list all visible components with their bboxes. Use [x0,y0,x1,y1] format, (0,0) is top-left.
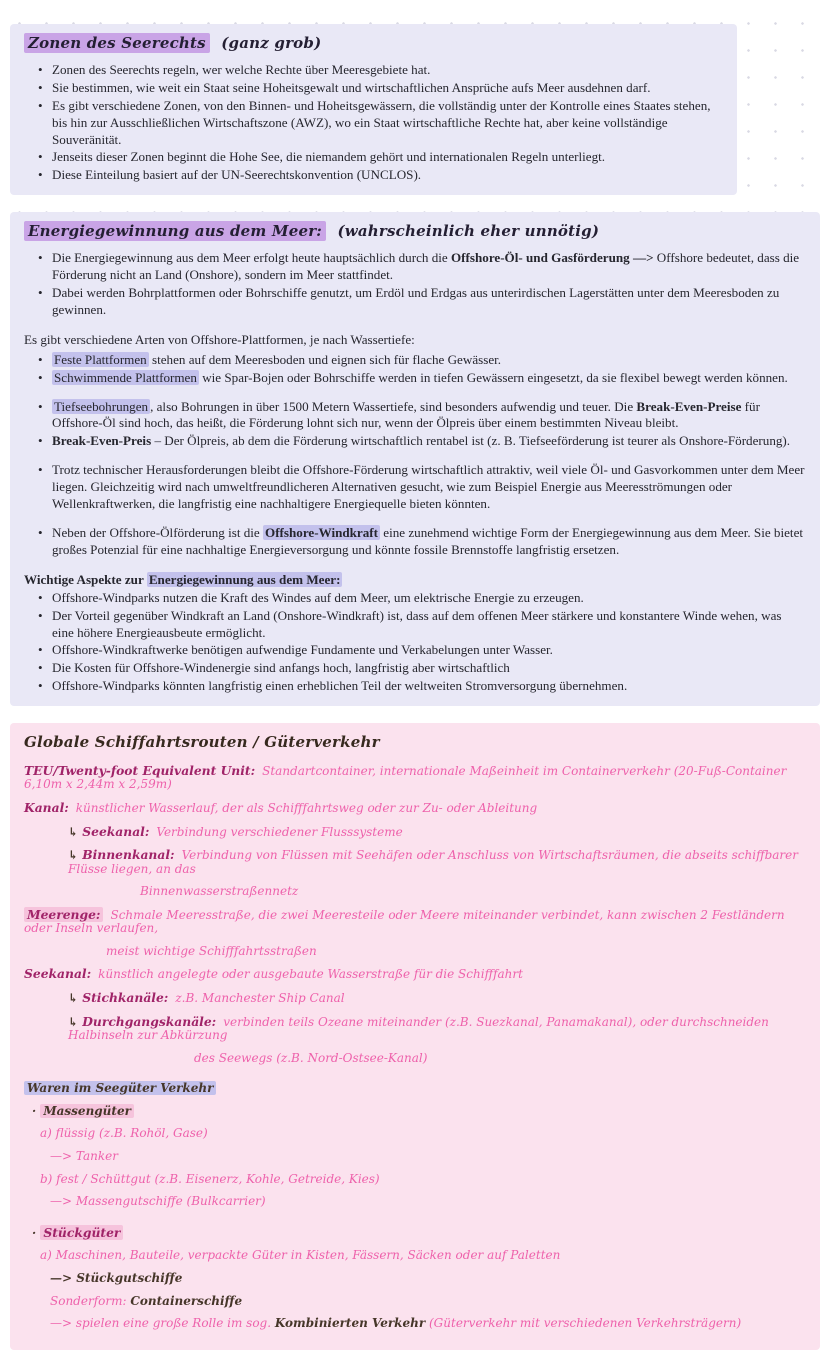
text-segment: ↳ [68,991,83,1006]
bullet-item [36,608,806,642]
platforms-intro-text: Es gibt verschiedene Arten von Offshore-Plattformen, je nach Wassertiefe: [24,331,415,347]
section-energiegewinnung [10,212,820,706]
section2-intro-bullets [24,250,806,319]
text-segment: wie Spar-Bojen oder Bohrschiffe werden in tiefen Gewässern eingesetzt, da sie flexibel bewegt werden können. [198,369,788,385]
text-segment: Durchgangskanäle: [82,1013,217,1029]
text-segment: Die Energiegewinnung aus dem Meer erfolgt heute hauptsächlich durch die [52,250,451,266]
text-segment: künstlich angelegte oder ausgebaute Wasserstraße für die Schifffahrt [98,967,523,982]
note-line [68,1015,806,1042]
text-segment: Offshore bedeutet, dass die Förderung nicht an Land (Onshore), sondern im Meer stattfindet. [52,250,800,283]
bullet-item [36,433,806,450]
text-segment: Feste Plattformen [54,351,147,367]
note-line [32,1105,806,1118]
text-segment: Seekanal: [24,966,92,982]
section2-title-highlight: Energiegewinnung aus dem Meer: [24,221,326,241]
text-segment: Containerschiffe [130,1293,243,1308]
note-line [40,1127,806,1140]
section1-title-highlight: Zonen des Seerechts [24,33,210,53]
text-segment: Tiefseebohrungen [54,398,149,414]
text-segment: verbinden teils Ozeane miteinander (z.B. Suezkanal, Panamakanal), oder durchschneiden Halbinseln zur Abkürzung [68,1014,769,1043]
text-segment: Binnenkanal: [82,847,175,863]
note-line [32,1226,806,1240]
note-line [40,1249,806,1262]
bullet-item [36,250,806,284]
text-segment: Standartcontainer, internationale Maßeinheit im Containerverkehr (20-Fuß-Container 6,10m x 2,44m x 2,59m) [24,764,787,792]
bullet-item [36,462,806,513]
text-segment: Binnenwasserstraßennetz [140,884,299,899]
note-line [24,764,806,791]
text-segment: ↳ [68,848,83,863]
text-segment: Offshore-Windparks könnten langfristig einen erheblichen Teil der weltweiten Stromversorgung übernehmen. [52,678,628,694]
text-segment: Break-Even-Preise [636,398,742,414]
text-segment: Verbindung verschiedener Flusssysteme [156,824,403,839]
text-segment: Schwimmende Plattformen [54,369,197,385]
text-segment: Energiegewinnung aus dem Meer: [148,571,341,587]
note-line [50,1150,806,1163]
bullet-item [36,399,806,433]
text-segment: meist wichtige Schifffahrtsstraßen [106,943,317,958]
section2-title-note: (wahrscheinlich eher unnötig) [332,222,600,241]
text-segment: a) Maschinen, Bauteile, verpackte Güter in Kisten, Fässern, Säcken oder auf Paletten [40,1248,561,1263]
note-line [68,991,806,1005]
bullet-item [36,660,806,677]
text-segment: Offshore-Windparks nutzen die Kraft des Windes auf dem Meer, um elektrische Energie zu erzeugen. [52,589,584,605]
bullet-item [36,678,806,695]
text-segment: eine zunehmend wichtige Form der Energiegewinnung aus dem Meer. Sie bietet großes Potenzial für eine nachhaltige Energieversorgung und könnte fossile Brennstoffe langfristig ersetzen. [52,524,804,557]
note-line [50,1295,806,1308]
text-segment: Offshore-Windkraftwerke benötigen aufwendige Fundamente und Verkabelungen unter Wasser. [52,642,553,658]
text-segment: Meerenge: [24,907,103,922]
note-line [24,908,806,935]
text-segment: – Der Ölpreis, ab dem die Förderung wirtschaftlich rentabel ist (z. B. Tiefseeförderung ist teurer als Onshore-Förderung). [151,433,791,449]
text-segment: Zonen des Seerechts regeln, wer welche Rechte über Meeresgebiete hat. [52,62,431,77]
text-segment: Stichkanäle: [82,990,169,1006]
bullet-item [36,80,723,97]
text-segment: ↳ [68,824,83,839]
text-segment: Wichtige Aspekte zur [24,571,147,587]
text-segment: Massengüter [40,1104,134,1118]
text-segment: Offshore-Öl- und Gasförderung —> [450,250,654,266]
bullet-item [36,167,723,184]
note-line [50,1317,806,1330]
aspects-heading [24,571,806,588]
bullet-item [36,285,806,319]
bullet-item [36,590,806,607]
text-segment: Break-Even-Preis [52,433,152,449]
text-segment: Kanal: [24,799,69,815]
section2-aspects-bullets [24,590,806,695]
text-segment: Stückgüter [40,1225,123,1240]
text-segment: des Seewegs (z.B. Nord-Ostsee-Kanal) [194,1050,428,1065]
text-segment: Dabei werden Bohrplattformen oder Bohrschiffe genutzt, um Erdöl und Erdgas aus unterirdischen Lagerstätten unter dem Meeresboden zu gewinnen. [52,285,780,317]
section-zonen-des-seerechts [10,24,737,195]
text-segment: Schmale Meeresstraße, die zwei Meeresteile oder Meere miteinander verbindet, kann zwischen 2 Festländern oder Inseln verlaufen, [24,907,785,936]
bullet-item [36,642,806,659]
text-segment: Verbindung von Flüssen mit Seehäfen oder Anschluss von Wirtschaftsräumen, die abseits schiffbarer Flüsse liegen, an das [68,848,798,876]
section3-title: Globale Schiffahrtsrouten / Güterverkehr [24,733,380,752]
text-segment: künstlicher Wasserlauf, der als Schifffahrtsweg oder zur Zu- oder Ableitung [75,800,538,815]
text-segment: Offshore-Windkraft [265,524,379,540]
note-line [24,967,806,981]
note-line [194,1052,806,1065]
text-segment: ↳ [68,1014,83,1029]
section3-note-lines [24,764,806,1330]
note-line [140,885,806,898]
text-segment: Kombinierten Verkehr [274,1316,426,1331]
bullet-item [36,370,806,387]
text-segment: b) fest / Schüttgut (z.B. Eisenerz, Kohle, Getreide, Kies) [40,1171,380,1186]
section2-title [24,222,806,240]
text-segment: a) flüssig (z.B. Rohöl, Gase) [40,1126,208,1141]
text-segment: Trotz technischer Herausforderungen bleibt die Offshore-Förderung wirtschaftlich attraktiv, weil viele Öl- und Gasvorkommen unter dem Meer liegen. Gleichzeitig wird nach umweltfreundlicheren Alternativen gesucht, wie zum Beispiel Energie aus Meeresströmungen oder Wellenkraftwerken, die langfristig eine nachhaltigere Energiequelle bieten könnten. [52,462,805,512]
bullet-item [36,98,723,149]
bullet-item [36,525,806,559]
text-segment: —> Stückgutschiffe [50,1270,183,1285]
text-segment: Waren im Seegüter Verkehr [24,1081,216,1095]
text-segment: Seekanal: [82,823,150,839]
note-line [68,848,806,875]
text-segment: Die Kosten für Offshore-Windenergie sind anfangs hoch, langfristig aber wirtschaftlich [52,660,510,676]
section2-sustainability-bullets [24,462,806,513]
text-segment: (Güterverkehr mit verschiedenen Verkehrsträgern) [425,1316,742,1331]
section1-title [24,34,723,52]
text-segment: für Offshore-Öl sind hoch, das heißt, die Förderung lohnt sich nur, wenn der Ölpreis über einem bestimmten Niveau bleibt. [52,398,760,431]
text-segment: z.B. Manchester Ship Canal [175,991,345,1006]
text-segment: Diese Einteilung basiert auf der UN-Seerechtskonvention (UNCLOS). [52,167,422,183]
section2-windkraft-bullets [24,525,806,559]
note-line [24,1082,806,1095]
text-segment: Der Vorteil gegenüber Windkraft an Land (Onshore-Windkraft) ist, dass auf dem offenen Meer stärkere und konstantere Winde wehen, was eine höhere Energieausbeute ermöglicht. [52,607,782,640]
note-line [50,1195,806,1208]
text-segment: —> Massengutschiffe (Bulkcarrier) [50,1194,266,1209]
text-segment: , also Bohrungen in über 1500 Metern Wassertiefe, sind besonders aufwendig und teuer. Die [150,398,637,414]
bullet-item [36,149,723,166]
section2-platform-bullets [24,352,806,387]
note-line [68,825,806,839]
text-segment: Sie bestimmen, wie weit ein Staat seine Hoheitsgewalt und wirtschaftlichen Ansprüche aufs Meer ausdehnen darf. [52,79,651,95]
section-schiffahrtsrouten [10,723,820,1350]
text-segment: · [32,1225,41,1240]
text-segment: Neben der Offshore-Ölförderung ist die [52,524,264,540]
section1-title-note: (ganz grob) [215,34,322,52]
text-segment: —> Tanker [50,1148,118,1163]
bullet-item [36,352,806,369]
section1-bullet-list [24,62,723,184]
note-line [106,945,806,958]
text-segment: Sonderform: [50,1293,131,1308]
text-segment: TEU/Twenty-foot Equivalent Unit: [24,763,256,779]
text-segment: —> spielen eine große Rolle im sog. [50,1316,275,1331]
text-segment: stehen auf dem Meeresboden und eignen sich für flache Gewässer. [148,351,502,367]
note-line [40,1173,806,1186]
note-line [50,1272,806,1285]
text-segment: Es gibt verschiedene Zonen, von den Binnen- und Hoheitsgewässern, die vollständig unter der Kontrolle eines Staates stehen, bis hin zur Ausschließlichen Wirtschaftszone (AWZ), wo ein Staat wirtschaftliche Rechte hat, aber keine vollständige Souveränität. [52,97,711,147]
text-segment: Jenseits dieser Zonen beginnt die Hohe See, die niemandem gehört und internationalen Regeln unterliegt. [52,149,606,165]
note-line [24,801,806,815]
text-segment: · [32,1103,41,1118]
bullet-item [36,62,723,79]
section2-deepsea-bullets [24,399,806,451]
